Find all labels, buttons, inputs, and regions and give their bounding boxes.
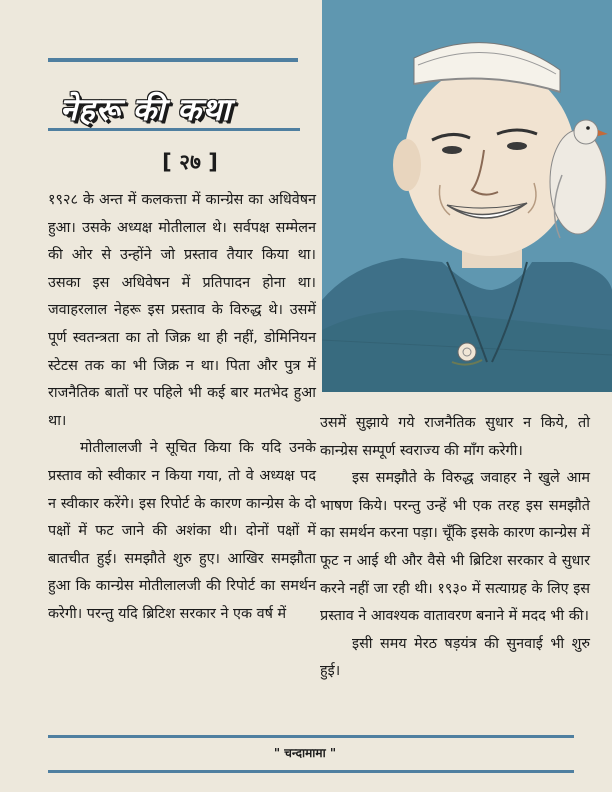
paragraph: १९२८ के अन्त में कलकत्ता में कान्ग्रेस का अधिवेषन हुआ। उसके अध्यक्ष मोतीलाल थे। सर्वपक्ष सम्मेलन की ओर से उन्होंने जो प्रस्ताव तैयार किया था। उसका इस अधिवेषन में प्रतिपादन होना था। जवाहरलाल नेहरू इस प्रस्ताव के विरुद्ध थे। उसमें पूर्ण स्वतन्त्रता का तो जिक्र था ही नहीं, डोमिनियन स्टेटस तक का भी जिक्र न था। पिता और पुत्र में राजनैतिक बातों पर पहिले भी कई बार मतभेद हुआ था। <box>48 192 316 429</box>
title-rule <box>48 128 300 131</box>
paragraph: इस समझौते के विरुद्ध जवाहर ने खुले आम भाषण किये। परन्तु उन्हें भी एक तरह इस समझौते का समर्थन करना पड़ा। चूँकि इसके कारण कान्ग्रेस में फूट न आई थी और वैसे भी ब्रिटिश सरकार वे सुधार करने नहीं जा रही थी। १९३० में सत्याग्रह के लिए इस प्रस्ताव ने आवश्यक वातावरण बनाने में मदद भी की। <box>320 470 590 625</box>
footer-rule <box>48 770 574 773</box>
paragraph: उसमें सुझाये गये राजनैतिक सुधार न किये, तो कान्ग्रेस सम्पूर्ण स्वराज्य की माँग करेगी। <box>320 415 590 459</box>
paragraph: मोतीलालजी ने सूचित किया कि यदि उनके प्रस्ताव को स्वीकार न किया गया, तो वे अध्यक्ष पद न स्वीकार करेंगे। इस रिपोर्ट के कारण कान्ग्रेस के दो पक्षों में फट जाने की अशंका थी। दोनों पक्षों में बातचीत हुई। समझौते शुरु हुए। आखिर समझौता हुआ कि कान्ग्रेस मोतीलालजी की रिपोर्ट का समर्थन करेगी। परन्तु यदि ब्रिटिश सरकार ने एक वर्ष में <box>48 440 316 622</box>
left-column <box>48 187 316 629</box>
top-rule <box>48 58 298 62</box>
chapter-number: [ २७ ] <box>162 150 218 174</box>
bottom-rule <box>48 735 574 738</box>
nehru-portrait-illustration <box>322 0 612 392</box>
right-column <box>320 410 590 686</box>
footer-magazine-name: " चन्दामामा " <box>273 746 337 760</box>
page-title: नेहरू की कथा <box>60 92 231 128</box>
paragraph: इसी समय मेरठ षड़यंत्र की सुनवाई भी शुरु हुई। <box>320 635 590 680</box>
